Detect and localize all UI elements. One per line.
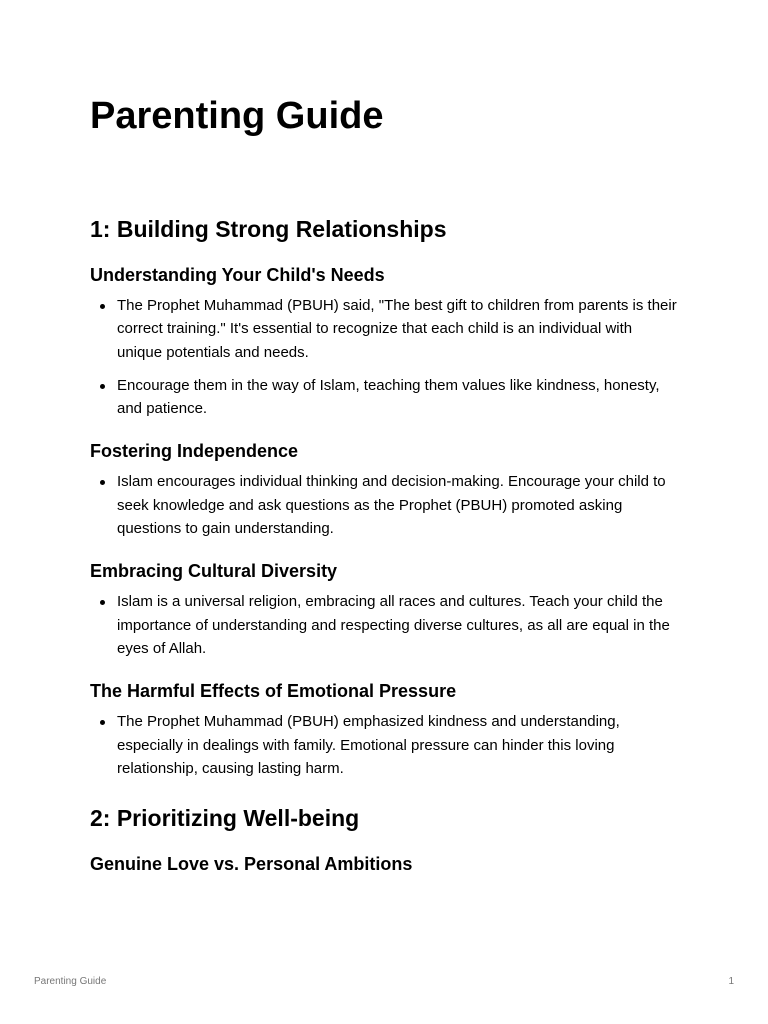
bullet-item: Encourage them in the way of Islam, teaching them values like kindness, honesty, and patience.	[90, 374, 680, 421]
section-heading: 2: Prioritizing Well-being	[90, 805, 360, 832]
bullet-item: Islam is a universal religion, embracing all races and cultures. Teach your child the importance of understanding and respecting diverse cultures, as all are equal in the eyes of Allah.	[90, 590, 680, 660]
footer-document-title: Parenting Guide	[34, 976, 107, 987]
subsection-heading: Understanding Your Child's Needs	[90, 265, 385, 285]
page-title: Parenting Guide	[90, 95, 384, 137]
subsection-heading: Genuine Love vs. Personal Ambitions	[90, 854, 413, 875]
bullet-item: The Prophet Muhammad (PBUH) emphasized kindness and understanding, especially in dealings with family. Emotional pressure can hinder this loving relationship, causing lasting harm.	[90, 710, 680, 780]
document-content	[90, 213, 680, 877]
footer-page-number: 1	[728, 976, 734, 987]
bullet-list	[90, 710, 680, 780]
section-heading: 1: Building Strong Relationships	[90, 216, 447, 242]
subsection-heading: Fostering Independence	[90, 441, 299, 462]
bullet-list	[90, 294, 680, 420]
bullet-list	[90, 590, 680, 660]
bullet-item: Islam encourages individual thinking and decision-making. Encourage your child to seek knowledge and ask questions as the Prophet (PBUH) promoted asking questions to gain understanding.	[90, 470, 680, 540]
subsection-heading: The Harmful Effects of Emotional Pressure	[90, 681, 457, 702]
subsection-heading: Embracing Cultural Diversity	[90, 561, 338, 582]
bullet-item: The Prophet Muhammad (PBUH) said, "The best gift to children from parents is their correct training." It's essential to recognize that each child is an individual with unique potentials and needs.	[90, 294, 680, 364]
bullet-list	[90, 470, 680, 540]
